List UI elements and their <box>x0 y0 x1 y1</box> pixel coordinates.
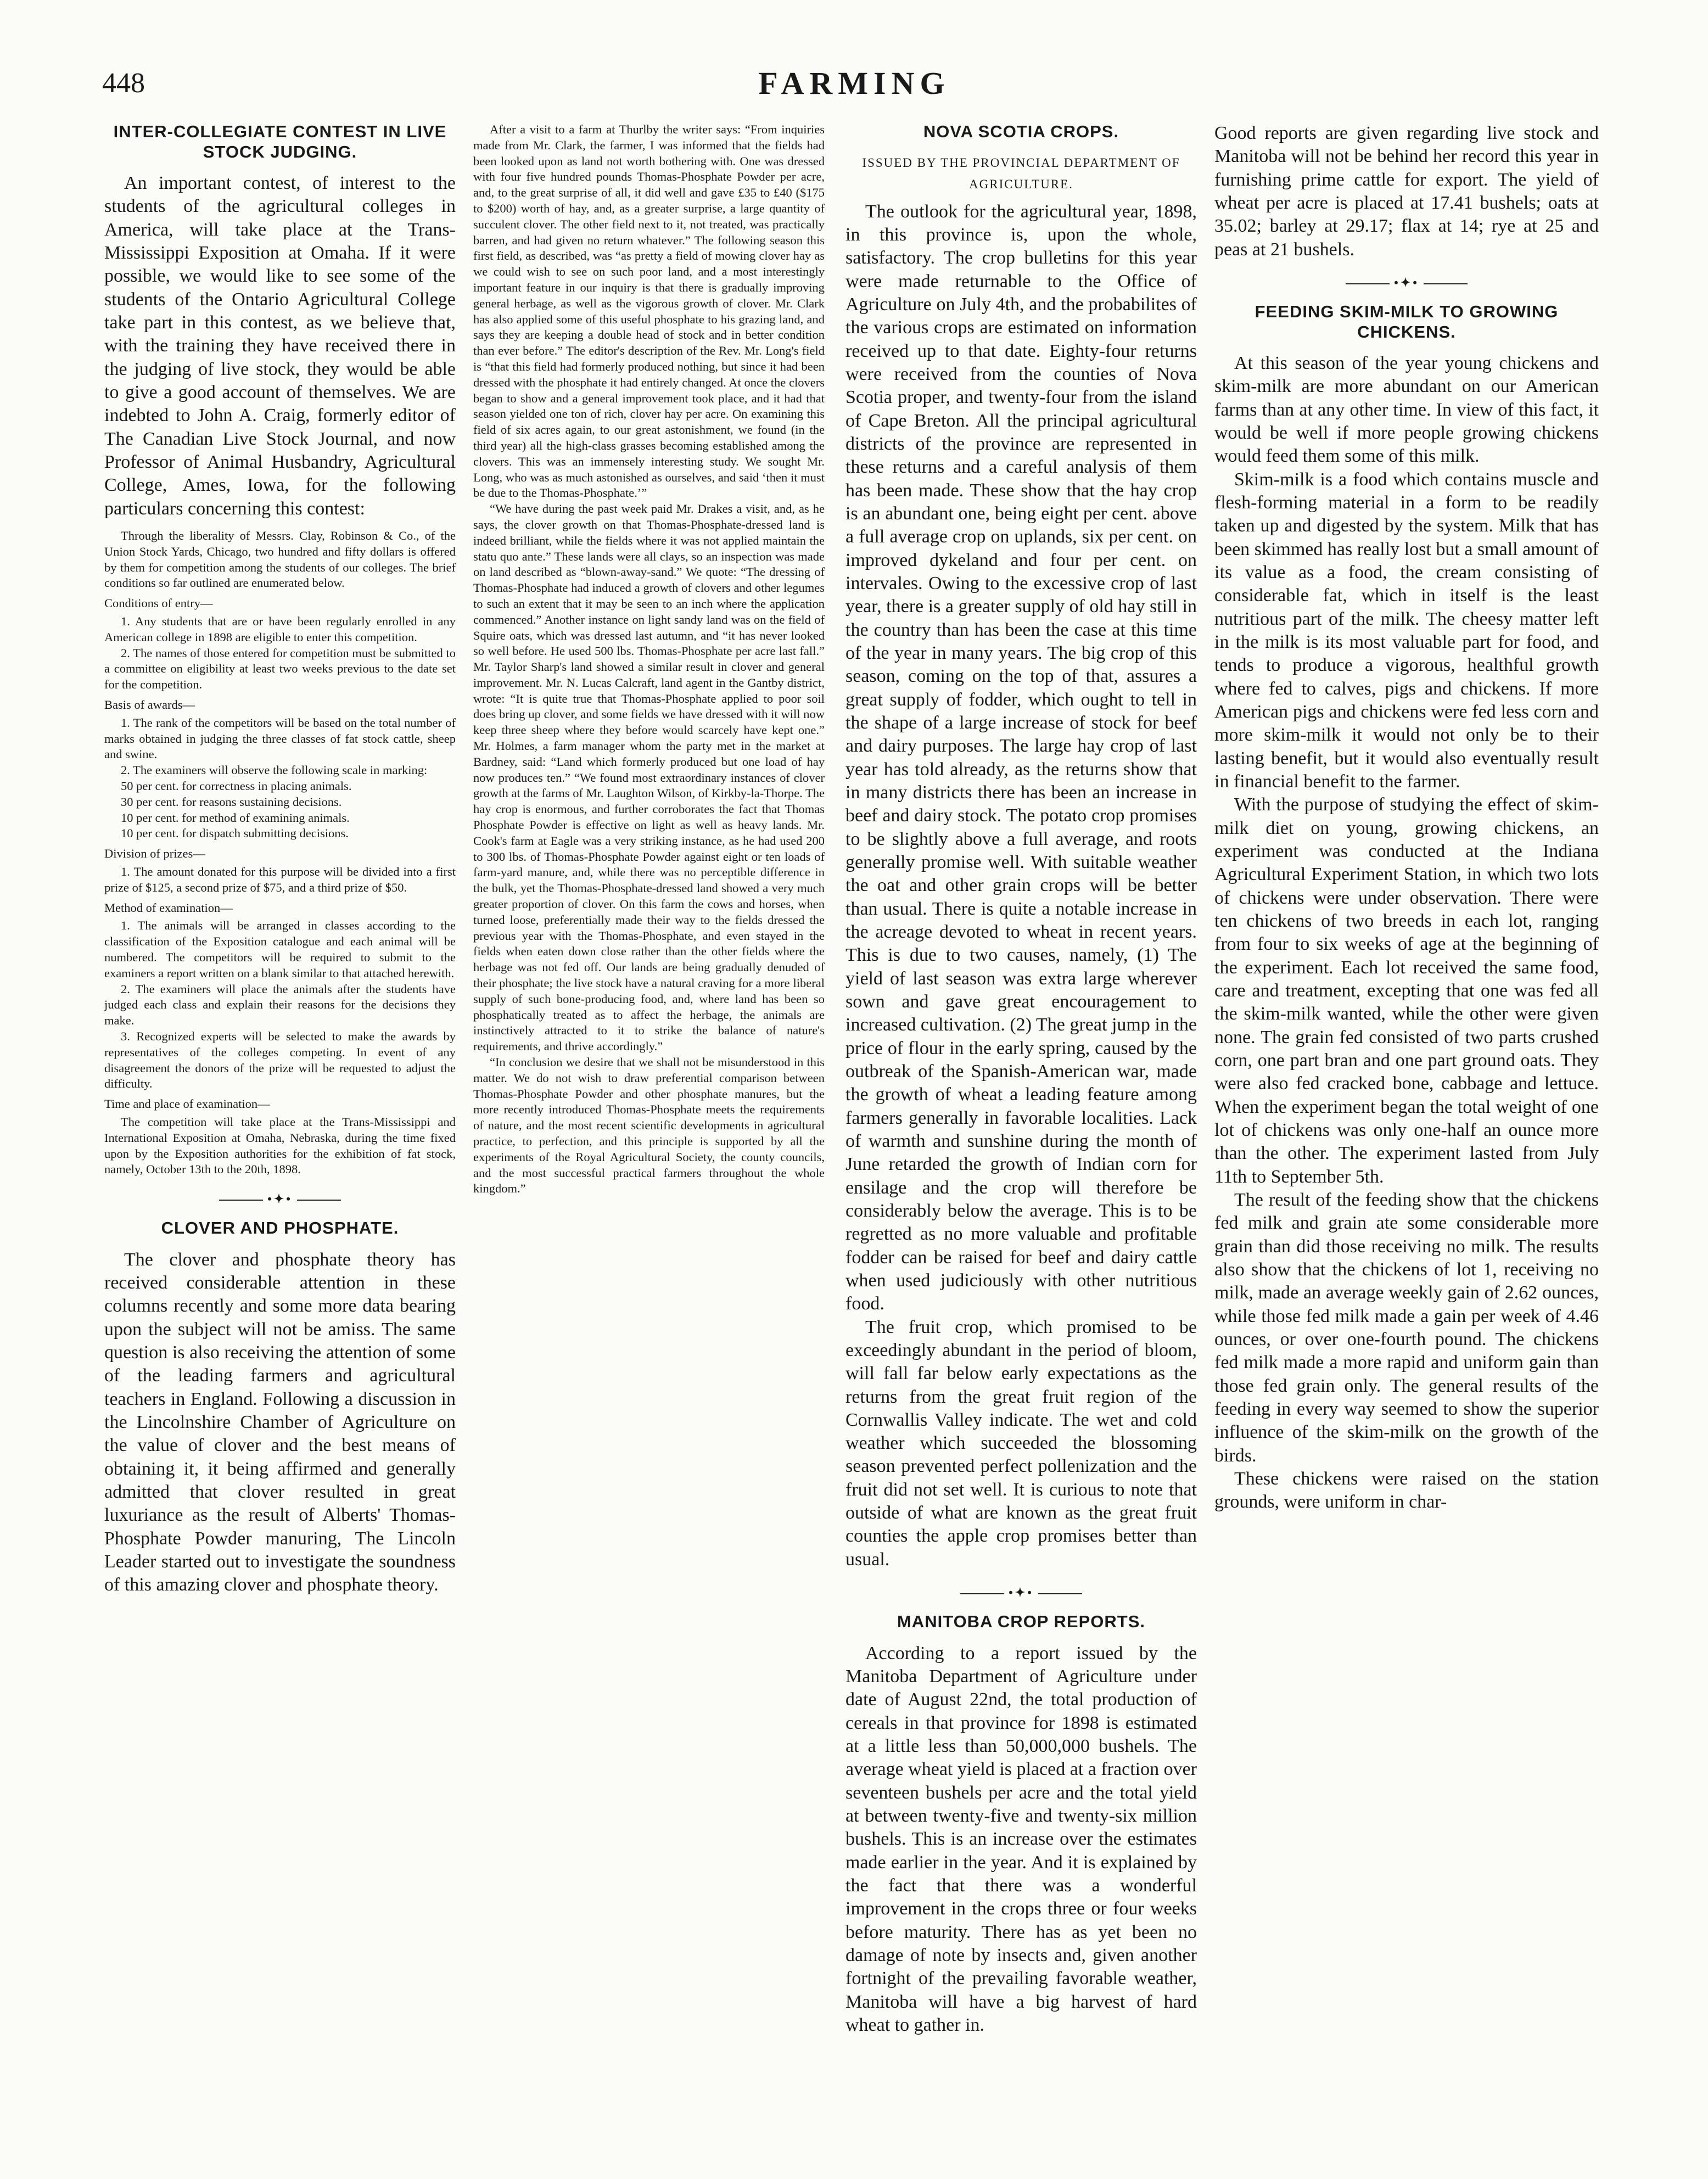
exam-item: 3. Recognized experts will be selected to make the awards by representatives of the colleges competing. In event of any disagreement the donors of the prize will be requested to adjust the difficulty. <box>104 1029 456 1091</box>
clover-paragraph: The clover and phosphate theory has received considerable attention in these columns recently and some more data bearing upon the subject will not be amiss. The same question is also receiving the attention of some of the leading farmers and agricultural teachers in England. Following a discussion in the Lincolnshire Chamber of Agriculture on the value of clover and the best means of obtaining it, it being affirmed and generally admitted that clover resulted in great luxuriance as the result of Alberts' Thomas-Phosphate Powder manuring, The Lincoln Leader started out to investigate the soundness of this amazing clover and phosphate theory. <box>104 1249 456 1595</box>
entry-item: 2. The names of those entered for competition must be submitted to a committee on eligibility at least two weeks previous to the date set for the competition. <box>104 646 456 692</box>
time-label: Time and place of examination— <box>104 1097 270 1111</box>
page-number: 448 <box>102 68 145 99</box>
column-2 <box>473 122 825 1197</box>
entry-label: Conditions of entry— <box>104 596 213 610</box>
clover-heading: CLOVER AND PHOSPHATE. <box>161 1218 399 1238</box>
nova-scotia-paragraph: The fruit crop, which promised to be exceedingly abundant in the period of bloom, will fall far below early expectations as the returns from the great fruit region of the Cornwallis Valley indicate. The wet and cold weather which succeeded the blossoming season prevented perfect pollenization and the fruit did not set well. It is curious to note that outside of what are known as the great fruit counties the apple crop promises better than usual. <box>845 1317 1197 1570</box>
nova-scotia-subheading: ISSUED BY THE PROVINCIAL DEPARTMENT OF AGRICULTURE. <box>862 155 1180 191</box>
manitoba-heading: MANITOBA CROP REPORTS. <box>897 1612 1146 1632</box>
exam-label: Method of examination— <box>104 900 233 915</box>
scale-item: 50 per cent. for correctness in placing animals. <box>121 779 352 793</box>
running-title: FARMING <box>758 65 950 101</box>
scale-item: 10 per cent. for method of examining animals. <box>121 810 350 825</box>
manitoba-paragraph: According to a report issued by the Manitoba Department of Agriculture under date of August 22nd, the total production of cereals in that province for 1898 is estimated at a little less than 50,000,000 bushels. The average wheat yield is placed at a fraction over seventeen bushels per acre and the total yield at between twenty-five and twenty-six million bushels. This is an increase over the estimates made earlier in the year. And it is explained by the fact that there was a wonderful improvement in the crops three or four weeks before maturity. There has as yet been no damage of note by insects and, given another fortnight of the prevailing favorable weather, Manitoba will have a big harvest of hard wheat to gather in. <box>845 1643 1197 2035</box>
nova-scotia-paragraph: The outlook for the agricultural year, 1898, in this province is, upon the whole, satisfactory. The crop bulletins for this year were made returnable to the Office of Agriculture on July 4th, and the probabilites of the various crops are estimated on information received up to that date. Eighty-four returns were received from the counties of Nova Scotia proper, and twenty-four from the island of Cape Breton. All the principal agricultural districts of the province are represented in these returns and a careful analysis of them has been made. These show that the hay crop is an abundant one, being eight per cent. above a full average crop on uplands, six per cent. on improved dykeland and four per cent. on intervales. Owing to the excessive crop of last year, there is a greater supply of old hay still in the country than has been the case at this time of the year in many years. The big crop of this season, coming on the top of that, assures a great supply of fodder, which ought to tell in the shape of a large increase of stock for beef and dairy purposes. The large hay crop of last year has told already, as the returns show that in many districts there has been an increase in beef and dairy stock. The potato crop promises to be slightly above a full average, and roots generally promise well. With suitable weather the oat and other grain crops will be better than usual. There is quite a notable increase in the acreage devoted to wheat in recent years. This is due to two causes, namely, (1) The yield of last season was extra large wherever sown and gave great encouragement to increased cultivation. (2) The great jump in the price of flour in the early spring, caused by the outbreak of the Spanish-American war, made the growth of wheat a leading feature among farmers generally in favorable localities. Lack of warmth and sunshine during the month of June retarded the growth of Indian corn for ensilage and the crop will therefore be considerably below the average. This is to be regretted as no more valuable and profitable fodder can be raised for beef and dairy cattle when used judiciously with other nutritious food. <box>845 201 1197 1314</box>
clover-quote: “In conclusion we desire that we shall not be misunderstood in this matter. We do not wish to draw preferential comparison between Thomas-Phosphate Powder and other phosphate manures, but the more recently introduced Thomas-Phosphate meets the requirements of nature, and the most recent scientific developments in agricultural practice, to perfection, and this principle is supported by all the experiments of the Royal Agricultural Society, the county councils, and the most successful practical farmers throughout the whole kingdom.” <box>473 1055 825 1196</box>
section-separator: •✦• <box>104 1192 456 1206</box>
exam-item: 1. The animals will be arranged in classes according to the classification of the Exposition catalogue and each animal will be numbered. The competitors will be required to submit to the examiners a report written on a blank similar to that attached herewith. <box>104 918 456 980</box>
column-1 <box>104 122 456 1597</box>
skim-milk-paragraph: These chickens were raised on the station grounds, were uniform in char- <box>1214 1468 1599 1513</box>
skim-milk-paragraph: The result of the feeding show that the chickens fed milk and grain ate some considerable more grain than did those receiving no milk. The results also show that the chickens of lot 1, receiving no milk, made an average weekly gain of 2.62 ounces, while those fed milk made a gain per week of 4.46 ounces, or over one-fourth pound. The chickens fed milk made a more rapid and uniform gain than those fed grain only. The general results of the feeding in every way seemed to show the superior influence of the skim-milk on the growth of the birds. <box>1214 1189 1599 1466</box>
awards-label: Basis of awards— <box>104 698 195 712</box>
skim-milk-paragraph: With the purpose of studying the effect of skim-milk diet on young, growing chickens, an experiment was conducted at the Indiana Agricultural Experiment Station, in which two lots of chickens were under observation. There were ten chickens of two breeds in each lot, ranging from four to six weeks of age at the beginning of the experiment. Each lot received the same food, care and treatment, excepting that one was fed all the skim-milk wanted, while the other were given none. The grain fed consisted of two parts crushed corn, one part bran and one part ground oats. They were also fed cracked bone, cabbage and lettuce. When the experiment began the total weight of one lot of chickens was only one-half an ounce more than the other. The experiment lasted from July 11th to September 5th. <box>1214 794 1599 1187</box>
clover-quote: “We have during the past week paid Mr. Drakes a visit, and, as he says, the clover growth on that Thomas-Phosphate-dressed land is indeed brilliant, while the fields where it was not applied maintain the statu quo ante.” These lands were all clays, so an inspection was made on land described as “blown-away-sand.” We quote: “The dressing of Thomas-Phosphate had induced a growth of clovers and other legumes to such an extent that it may be seen to an inch where the application commenced.” Another instance on light sandy land was on the field of Squire oats, which was dressed last autumn, and “it has never looked so well before. He used 500 lbs. Thomas-Phosphate per acre last fall.” Mr. Taylor Sharp's land showed a similar result in clover and general improvement. Mr. N. Lucas Calcraft, land agent in the Gantby district, wrote: “It is quite true that Thomas-Phosphate applied to poor soil does bring up clover, and some fields we have dressed with it will now keep three sheep where they before would scarcely have kept one.” Mr. Holmes, a farm manager whom the party met in the market at Bardney, said: “Land which formerly produced but one load of hay now produces ten.” “We found most extraordinary instances of clover growth at the farms of Mr. Laughton Wilson, of Kirkby-la-Thorpe. The hay crop is enormous, and further corroborates the fact that Thomas Phosphate Powder is effective on light as well as heavy lands. Mr. Cook's farm at Eagle was a very striking instance, as he had used 200 to 300 lbs. of Thomas-Phosphate Powder against eight or ten loads of farm-yard manure, and, while there was no perceptible difference in the bulk, yet the Thomas-Phosphate-dressed land showed a very much greater proportion of clover. On this farm the cows and horses, when turned loose, preferentially made their way to the fields dressed the previous year with the Thomas-Phosphate, and even stayed in the fields when eaten down close rather than the other fields where the herbage was not fed off. Our lands are being gradually denuded of their phosphate; the live stock have a natural craving for a more liberal supply of such bone-producing food, and, where land has been so phosphatically treated as to affect the herbage, the animals are instinctively attracted to it to strike the balance of nature's requirements, and thrive accordingly.” <box>473 502 825 1054</box>
section-separator: •✦• <box>1214 276 1599 290</box>
scale-item: 10 per cent. for dispatch submitting decisions. <box>121 826 349 841</box>
skim-milk-heading: FEEDING SKIM-MILK TO GROWING CHICKENS. <box>1255 301 1559 341</box>
column-3 <box>845 122 1197 2037</box>
section-separator: •✦• <box>845 1586 1197 1600</box>
contest-intro: Through the liberality of Messrs. Clay, Robinson & Co., of the Union Stock Yards, Chicago, two hundred and fifty dollars is offered by them for competition among the students of our colleges. The brief conditions so far outlined are enumerated below. <box>104 529 456 590</box>
clover-quote: After a visit to a farm at Thurlby the writer says: “From inquiries made from Mr. Clark, the farmer, I was informed that the fields had been looked upon as land not worth bothering with. One was dressed with four five hundred pounds Thomas-Phosphate Powder per acre, and, to the great surprise of all, it did well and gave £35 to £40 ($175 to $200) worth of hay, and, as a greater surprise, a large quantity of succulent clover. The other field next to it, not treated, was practically barren, and had given no return whatever.” The following season this first field, as described, was “as pretty a field of mowing clover hay as we could wish to see on such poor land, and a most interestingly important feature in our inquiry is that there is gradually improving general herbage, as well as the vigorous growth of clover. Mr. Clark has also applied some of this useful phosphate to his grazing land, and says they are keeping a double head of stock and in better condition than ever before.” The editor's description of the Rev. Mr. Long's field is “that this field had formerly produced nothing, but since it had been dressed with the phosphate it had entirely changed. At once the clovers began to show and a general improvement took place, and it had that season yielded one ton of rich, clover hay per acre. On examining this field of six acres again, to our great astonishment, we found (in the third year) all the high-class grasses becoming established among the clovers. This was an immensely interesting study. We sought Mr. Long, who was as much astonished as ourselves, and said ‘then it must be due to the Thomas-Phosphate.’” <box>473 122 825 500</box>
time-item: The competition will take place at the Trans-Mississippi and International Exposition at Omaha, Nebraska, during the time fixed upon by the Exposition authorities for the exhibition of fat stock, namely, October 13th to the 20th, 1898. <box>104 1114 456 1177</box>
prizes-item: 1. The amount donated for this purpose will be divided into a first prize of $125, a second prize of $75, and a third prize of $50. <box>104 865 456 894</box>
manitoba-continued: Good reports are given regarding live stock and Manitoba will not be behind her record this year in furnishing prime cattle for export. The yield of wheat per acre is placed at 17.41 bushels; oats at 35.02; barley at 29.17; flax at 14; rye at 25 and peas at 21 bushels. <box>1214 123 1599 260</box>
page-header <box>102 65 1606 120</box>
column-4 <box>1214 122 1599 1514</box>
entry-item: 1. Any students that are or have been regularly enrolled in any American college in 1898 are eligible to enter this competition. <box>104 614 456 644</box>
contest-paragraph: An important contest, of interest to the students of the agricultural colleges in America, will take place at the Trans-Mississippi Exposition at Omaha. If it were possible, we would like to see some of the students of the Ontario Agricultural College take part in this contest, as we believe that, with the training they have received there in the judging of live stock, they would be able to give a good account of themselves. We are indebted to John A. Craig, formerly editor of The Canadian Live Stock Journal, and now Professor of Animal Husbandry, Agricultural College, Ames, Iowa, for the following particulars concerning this contest: <box>104 173 456 519</box>
skim-milk-paragraph: At this season of the year young chickens and skim-milk are more abundant on our American farms than at any other time. In view of this fact, it would be well if more people growing chickens would feed them some of this milk. <box>1214 353 1599 467</box>
prizes-label: Division of prizes— <box>104 847 205 861</box>
awards-item: 1. The rank of the competitors will be based on the total number of marks obtained in judging the three classes of fat stock cattle, sheep and swine. <box>104 715 456 761</box>
nova-scotia-heading: NOVA SCOTIA CROPS. <box>923 122 1119 141</box>
scale-item: 30 per cent. for reasons sustaining decisions. <box>121 794 342 809</box>
skim-milk-paragraph: Skim-milk is a food which contains muscle and flesh-forming material in a form to be readily taken up and digested by the system. Milk that has been skimmed has really lost but a small amount of its value as a food, the cream consisting of considerable fat, which in itself is the least nutritious part of the milk. The cheesy matter left in the milk is its most valuable part for food, and tends to produce a vigorous, healthful growth where fed to calves, pigs and chickens. If more American pigs and chickens were fed less corn and more skim-milk it would not only be to their lasting benefit, but it would also eventually result in financial benefit to the farmer. <box>1214 469 1599 792</box>
exam-item: 2. The examiners will place the animals after the students have judged each class and explain their reasons for the decisions they make. <box>104 982 456 1028</box>
awards-item: 2. The examiners will observe the following scale in marking: <box>121 763 428 777</box>
contest-heading: INTER-COLLEGIATE CONTEST IN LIVE STOCK JUDGING. <box>113 122 447 161</box>
